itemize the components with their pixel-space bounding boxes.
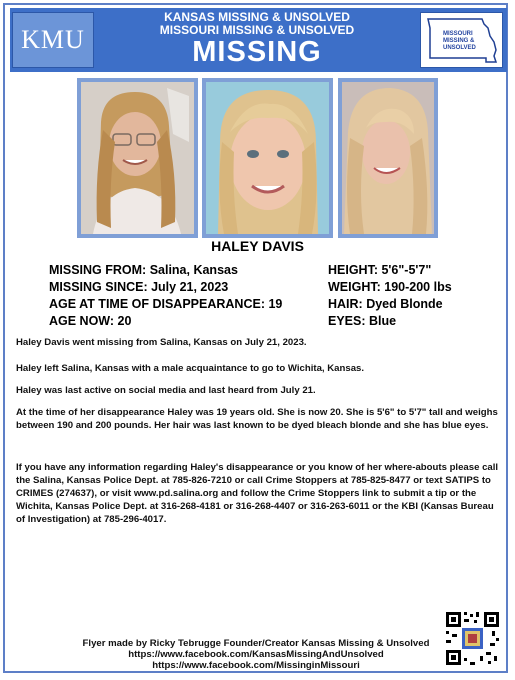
height: HEIGHT: 5'6"-5'7"	[328, 263, 432, 277]
facts-right	[328, 262, 452, 330]
paragraph-4: At the time of her disappearance Haley was 19 years old. She is now 20. She is 5'6" to 5'7" tall and weighs between 190 and 200 pounds. Her hair was last known to be dyed bleach blonde and she has blue eyes.	[16, 407, 498, 431]
credit-line: Flyer made by Ricky Tebrugge Founder/Creator Kansas Missing & Unsolved	[82, 638, 430, 649]
eyes: EYES: Blue	[328, 314, 397, 328]
missing-since: MISSING SINCE: July 21, 2023	[49, 280, 229, 294]
paragraph-5: If you have any information regarding Haley's disappearance or you know of her where-abouts please call the Salina, Kansas Police Dept. at 785-826-7210 or call Crime Stoppers at 785-825-8477 or text SATIPS to CRIMES (274637), or visit www.pd.salina.org and follow the Crime Stoppers link to submit a tip or the Wichita, Kansas Police Dept. at 316-268-4181 or 316-268-4407 or 316-263-6011 or the KBI (Kansas Bureau of Investigation) at 785-296-4017.	[16, 462, 499, 525]
paragraph-1: Haley Davis went missing from Salina, Kansas on July 21, 2023.	[16, 337, 307, 348]
qr-code-icon	[444, 610, 501, 667]
header-line-kansas: KANSAS MISSING & UNSOLVED	[164, 10, 350, 24]
missouri-logo-text: MISSOURI MISSING & UNSOLVED	[443, 31, 476, 51]
header-banner	[98, 10, 416, 70]
header-line-missouri: MISSOURI MISSING & UNSOLVED	[159, 23, 355, 37]
paragraph-3: Haley was last active on social media and last heard from July 21.	[16, 385, 316, 396]
kmu-logo	[12, 12, 94, 68]
photo-2	[202, 78, 333, 238]
paragraph-2: Haley left Salina, Kansas with a male acquaintance to go to Wichita, Kansas.	[16, 363, 365, 374]
qr-code[interactable]	[444, 610, 501, 667]
missing-from: MISSING FROM: Salina, Kansas	[49, 263, 238, 277]
kmu-logo-text: KMU	[21, 25, 85, 54]
age-at-disappearance: AGE AT TIME OF DISAPPEARANCE: 19	[49, 297, 283, 311]
footer-credit	[80, 638, 432, 671]
hair: HAIR: Dyed Blonde	[328, 297, 443, 311]
facebook-link-missouri[interactable]: https://www.facebook.com/MissinginMissouri	[152, 660, 360, 671]
person-name: HALEY DAVIS	[211, 238, 304, 254]
facts-left	[49, 262, 282, 330]
header-title: MISSING	[192, 36, 322, 68]
facebook-link-kansas[interactable]: https://www.facebook.com/KansasMissingAndUnsolved	[128, 649, 384, 660]
photo-3	[338, 78, 438, 238]
missouri-logo	[420, 12, 503, 68]
age-now: AGE NOW: 20	[49, 314, 132, 328]
weight: WEIGHT: 190-200 lbs	[328, 280, 452, 294]
photo-1	[77, 78, 198, 238]
